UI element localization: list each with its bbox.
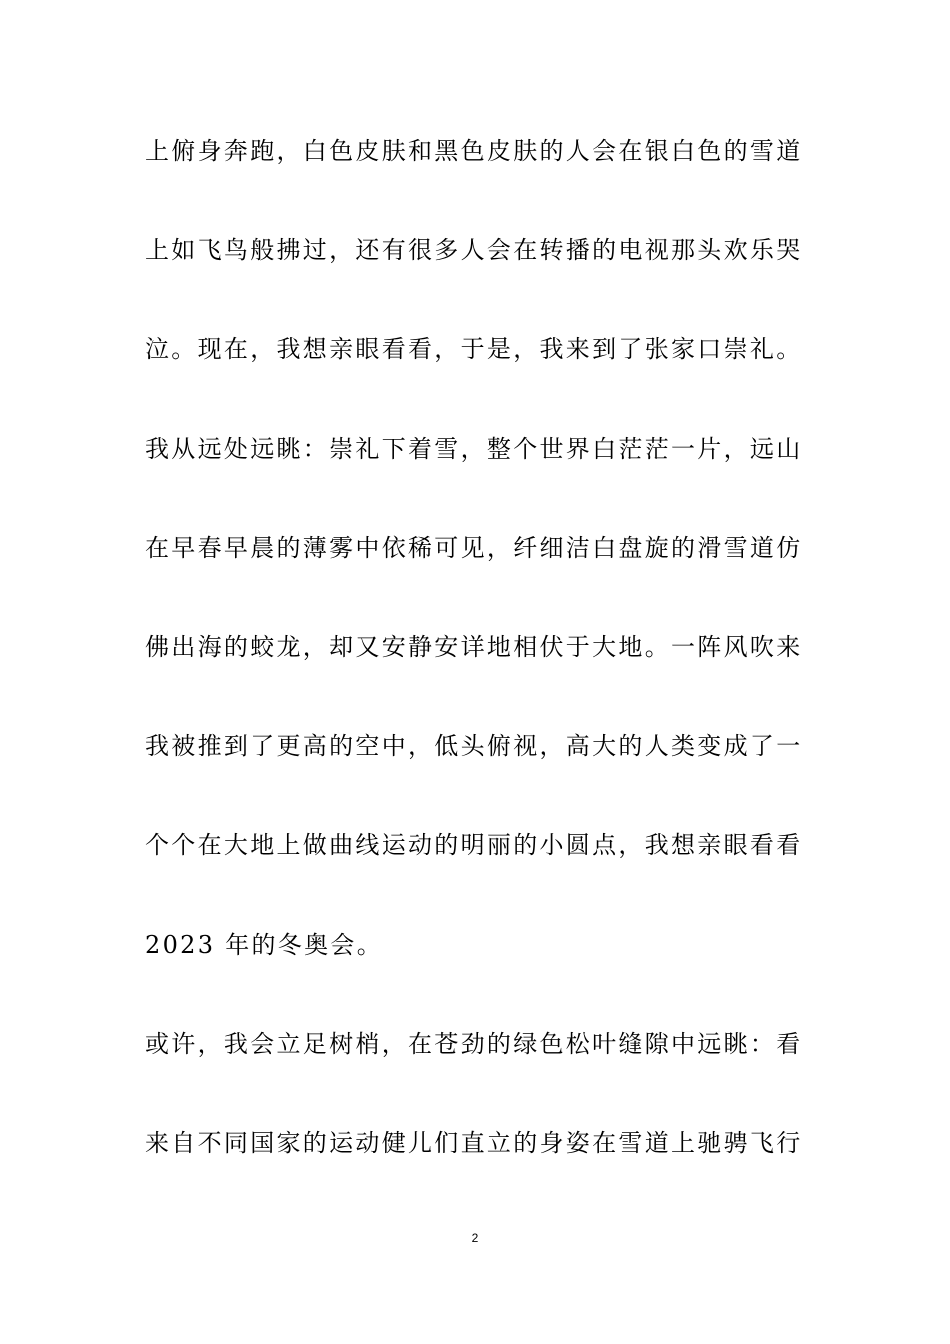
text-line: 在早春早晨的薄雾中依稀可见，纤细洁白盘旋的滑雪道仿 xyxy=(145,533,803,562)
text-line: 我从远处远眺：崇礼下着雪，整个世界白茫茫一片，远山 xyxy=(145,434,803,463)
text-line: 上如飞鸟般拂过，还有很多人会在转播的电视那头欢乐哭 xyxy=(145,236,803,265)
text-line: 佛出海的蛟龙，却又安静安详地相伏于大地。一阵风吹来 xyxy=(145,632,803,661)
page-number: 2 xyxy=(471,1231,479,1245)
text-line: 上俯身奔跑，白色皮肤和黑色皮肤的人会在银白色的雪道 xyxy=(145,137,803,165)
text-line: 来自不同国家的运动健儿们直立的身姿在雪道上驰骋飞行 xyxy=(145,1128,803,1157)
text-line: 或许，我会立足树梢，在苍劲的绿色松叶缝隙中远眺：看 xyxy=(145,1029,803,1058)
text-line: 个个在大地上做曲线运动的明丽的小圆点，我想亲眼看看 xyxy=(145,831,803,860)
text-line: 2023 年的冬奥会。 xyxy=(145,930,384,959)
body-text xyxy=(145,102,815,1193)
text-line: 泣。现在，我想亲眼看看，于是，我来到了张家口崇礼。 xyxy=(145,335,803,364)
text-line: 我被推到了更高的空中，低头俯视，高大的人类变成了一 xyxy=(145,732,803,761)
